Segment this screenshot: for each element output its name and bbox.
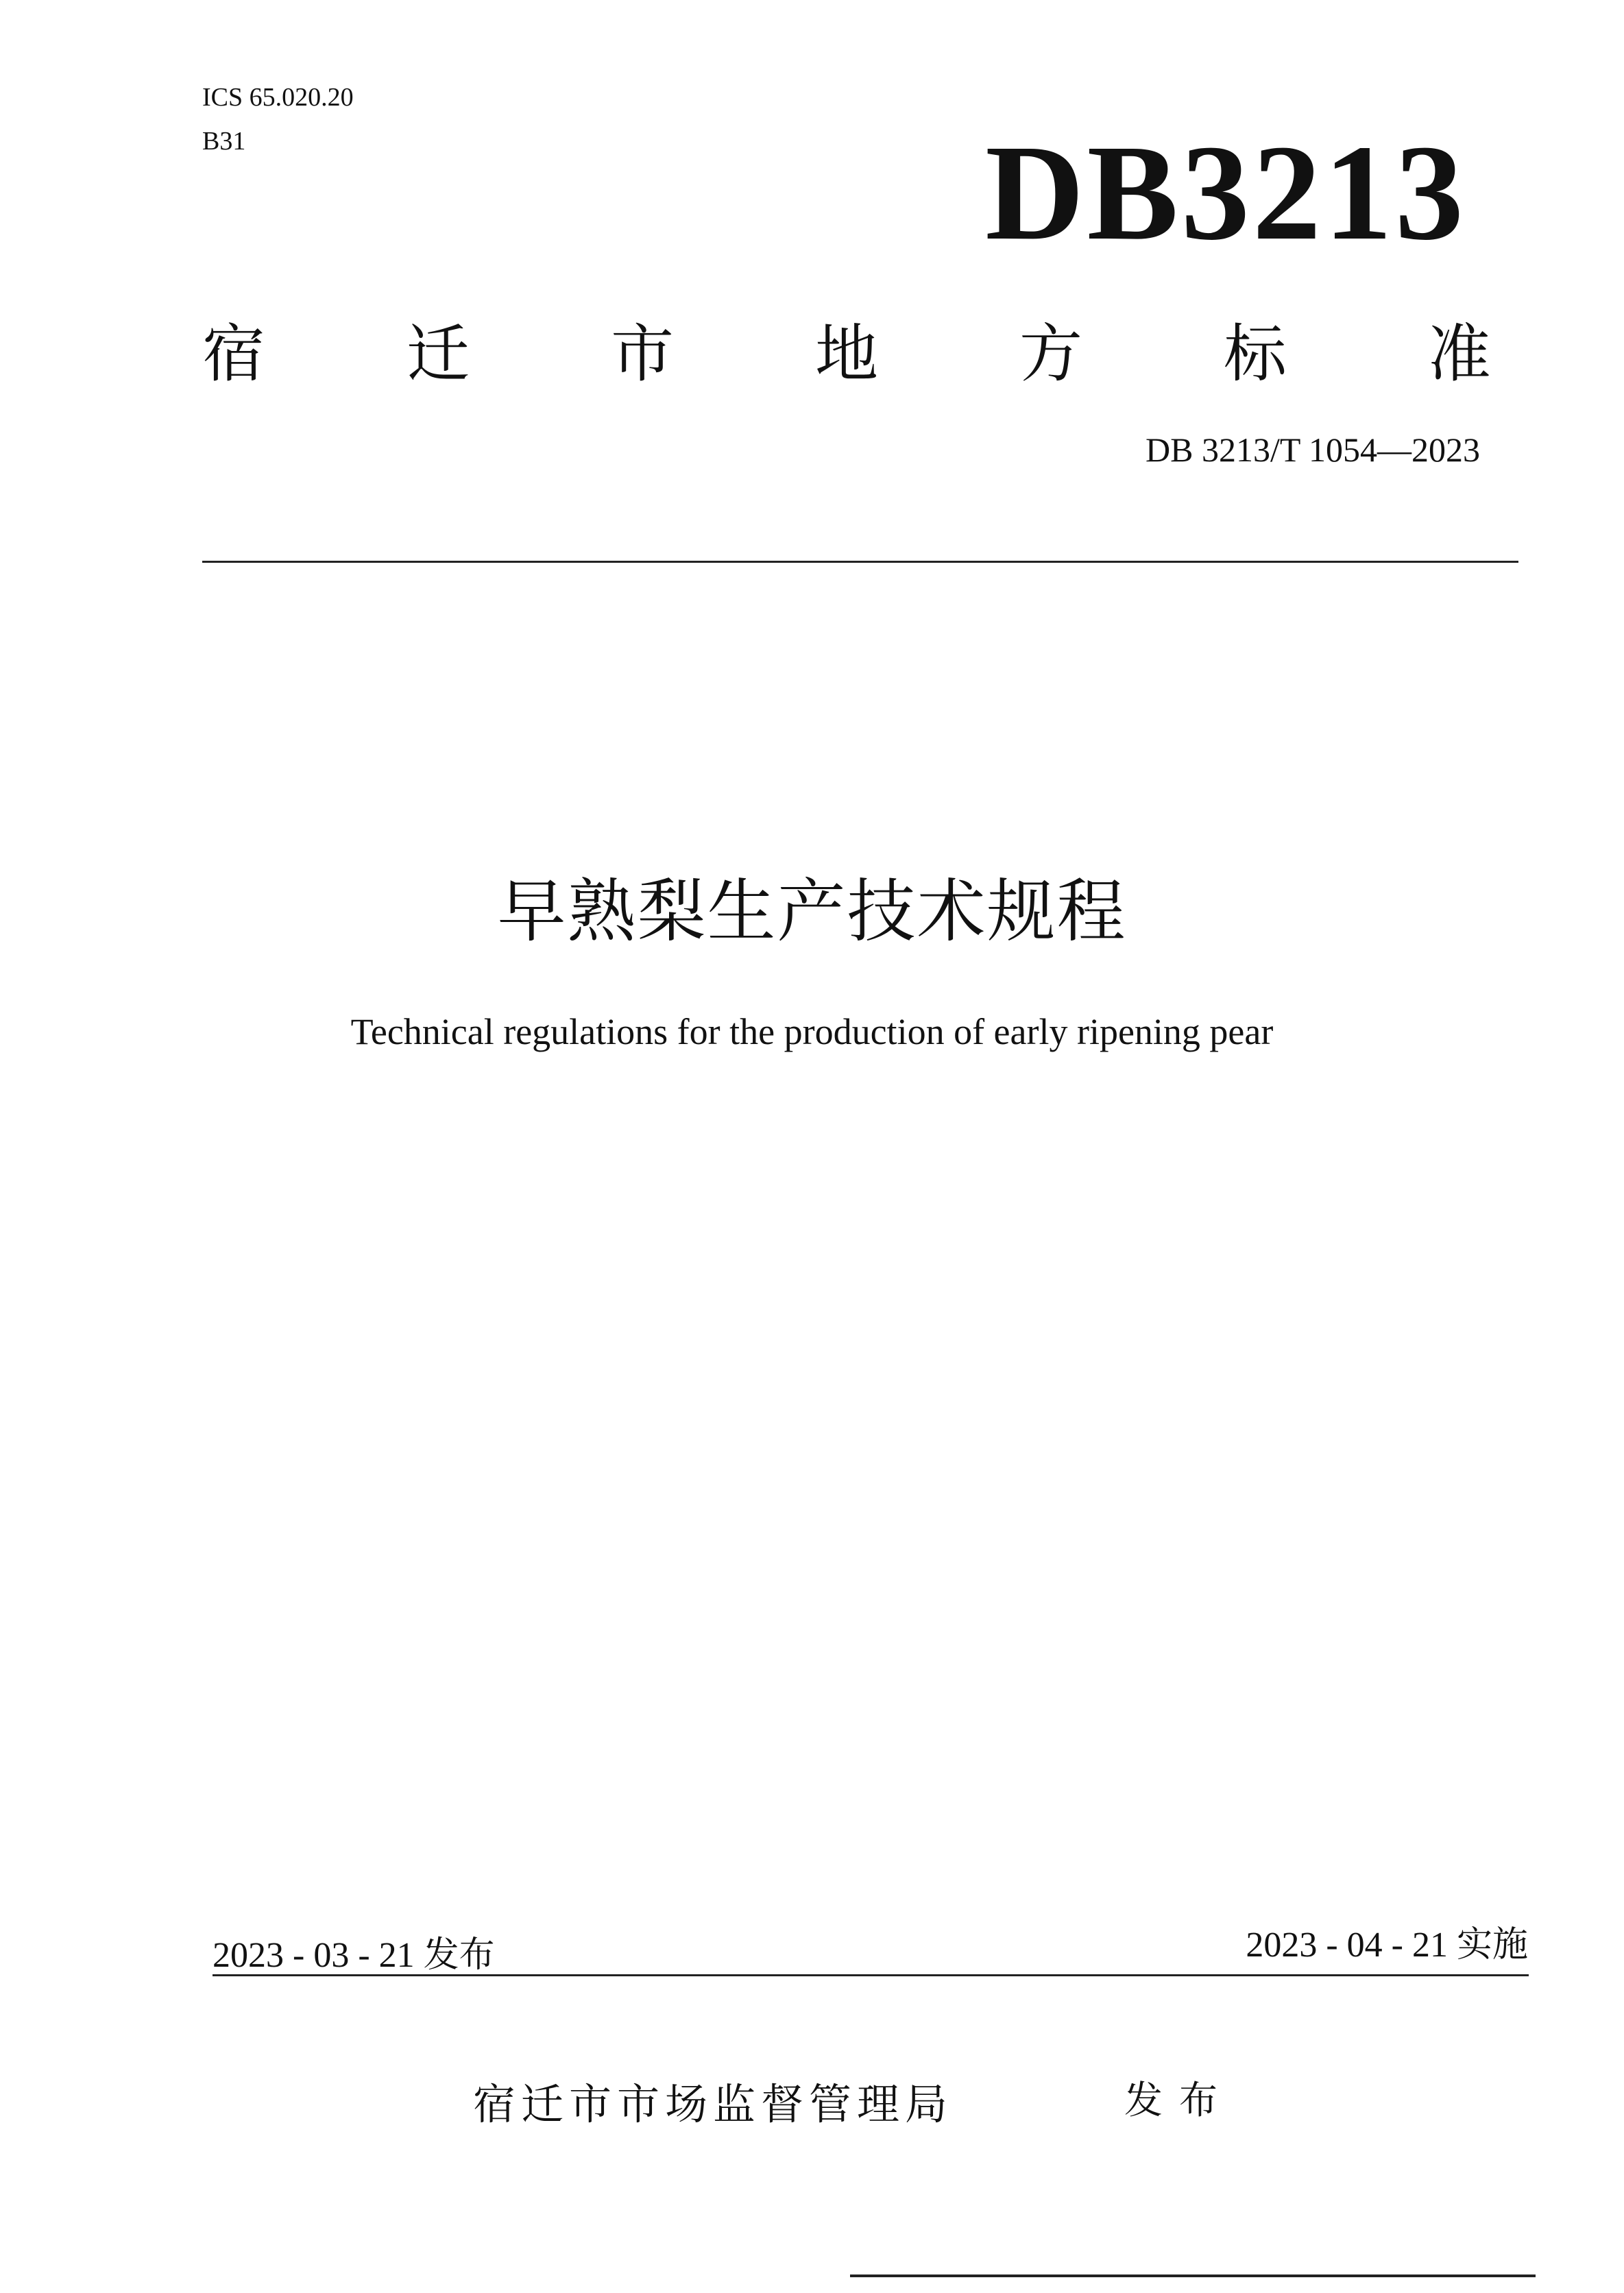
standard-number: DB 3213/T 1054—2023 <box>1146 430 1480 469</box>
issue-date: 2023 - 03 - 21 发布 <box>213 1936 495 1975</box>
db-code: DB3213 <box>985 117 1466 269</box>
date-divider <box>213 1974 1529 1976</box>
classification-code: B31 <box>202 127 246 156</box>
standard-type-char: 宿 <box>202 317 266 391</box>
standard-type-char: 准 <box>1427 317 1491 391</box>
publish-label: 发布 <box>1124 2078 1234 2123</box>
standard-type-char: 方 <box>1019 317 1082 391</box>
standard-type-char: 标 <box>1223 317 1287 391</box>
standard-type-char: 市 <box>610 317 674 391</box>
standard-type-char: 迁 <box>406 317 470 391</box>
title-chinese: 早熟梨生产技术规程 <box>497 871 1127 951</box>
standard-type-heading <box>202 317 1491 392</box>
standard-type-char: 地 <box>814 317 878 391</box>
footer-divider <box>850 2274 1536 2277</box>
implementation-date: 2023 - 04 - 21 实施 <box>1246 1926 1528 1965</box>
title-english: Technical regulations for the production of early ripening pear <box>350 1011 1274 1052</box>
publisher-name: 宿迁市市场监督管理局 <box>473 2079 954 2129</box>
header-divider <box>202 561 1518 563</box>
ics-code: ICS 65.020.20 <box>202 83 354 112</box>
